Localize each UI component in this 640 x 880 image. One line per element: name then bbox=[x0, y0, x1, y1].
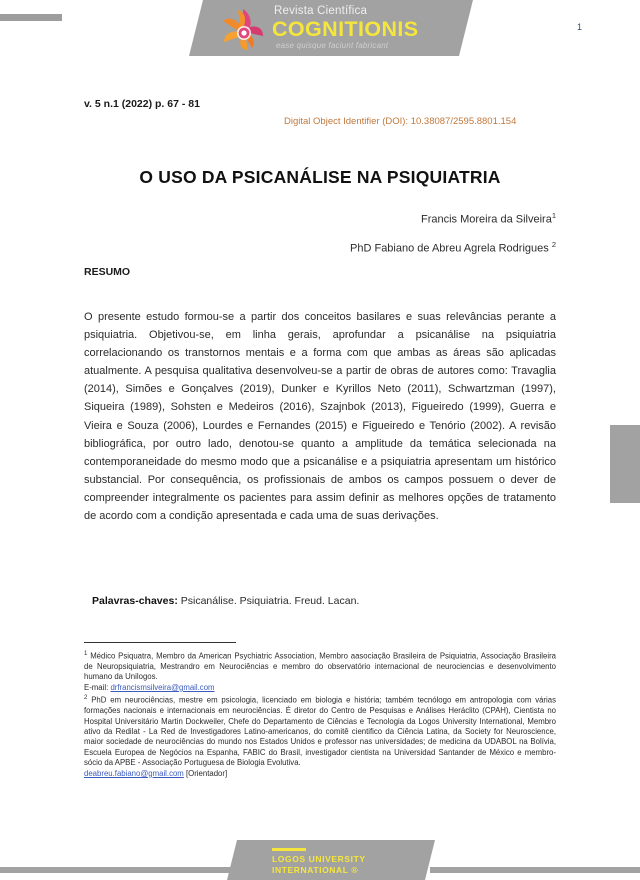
keywords-value: Psicanálise. Psiquiatria. Freud. Lacan. bbox=[180, 595, 360, 607]
footnote-1 bbox=[84, 649, 556, 693]
footnotes-block bbox=[84, 649, 556, 779]
footnote-1-email-link[interactable]: drfrancismsilveira@gmail.com bbox=[110, 682, 215, 692]
decorative-bar-bottom-left bbox=[0, 867, 232, 873]
footnote-2 bbox=[84, 693, 556, 779]
footnote-2-role: [Orientador] bbox=[183, 768, 228, 778]
footnote-2-text: PhD em neurociências, mestre em psicologia, licenciado em biologia e história; também tecnólogo em antropologia com várias formações nacionais e internacionais em neurociências. É diretor do Centro de Pesquisas e Análises Heráclito (CPAH), Cientista no Hospital Universitário Martin Dockweiler, Chefe do Departamento de Ciências e Tecnologia da Logos University International, Membro ativo da Redilat - La Red de Investigadores Latino-americanos, do comitê cientifico da Ciência Latina, da Society for Neuroscience, maior sociedade de neurociências do mundo nos Estados Unidos e professor nas universidades; de medicina da UDABOL na Bolívia, Escuela Europea de Negócios na Espanha, FABIC do Brasil, investigador cientista na Universidad Santander de México e membro-sócio da APBE - Associação Portuguesa de Biologia Evolutiva. bbox=[84, 695, 556, 768]
abstract-text: O presente estudo formou-se a partir dos conceitos basilares e suas relevâncias perante a psiquiatria. Objetivou-se, em linha gerais, aprofundar a psicanálise na psiquiatria correlacionando os transtornos mentais e a forma com que ambas as áreas são aplicadas atualmente. A pesquisa qualitativa desenvolveu-se a partir de obras de autores como: Travaglia (2014), Simões e Gonçalves (2019), Dunker e Kyrillos Neto (2011), Schwartzman (1997), Siqueira (1989), Sohsten e Medeiros (2016), Szajnbok (2013), Figueiredo (1999), Guerra e Vieira e Souza (2006), Lourdes e Fernandes (2015) e Figueiredo e Tenório (2002). A revisão bibliográfica, por outro lado, denotou-se quanto a amplitude da temática selecionada na contemporaneidade do mesmo modo que a psicanálise e a psiquiatria apresentam um histórico substancial. Por consequência, os profissionais de ambos os campos possuem o dever de compreender integralmente os pacientes para assim definir as melhores opções de tratamento de acordo com a condição apresentada e cada uma de suas derivações. bbox=[84, 311, 556, 523]
journal-subtitle: Revista Científica bbox=[274, 5, 368, 17]
author-primary-footnote-marker: 1 bbox=[551, 211, 556, 220]
keywords-label: Palavras-chaves: bbox=[92, 595, 178, 607]
page-number: 1 bbox=[576, 22, 582, 32]
author-secondary bbox=[350, 240, 556, 255]
footnote-1-marker: 1 bbox=[84, 651, 88, 657]
volume-issue-line: v. 5 n.1 (2022) p. 67 - 81 bbox=[84, 98, 200, 110]
footnote-2-marker: 2 bbox=[84, 695, 88, 702]
author-primary bbox=[421, 211, 556, 226]
decorative-bar-top-left bbox=[0, 14, 62, 21]
author-secondary-name: PhD Fabiano de Abreu Agrela Rodrigues bbox=[350, 242, 549, 255]
doi-line: Digital Object Identifier (DOI): 10.38087/2595.8801.154 bbox=[284, 116, 517, 127]
footnote-2-email-link[interactable]: deabreu.fabiano@gmail.com bbox=[84, 768, 184, 778]
footnote-1-text: Médico Psiquatra, Membro da American Psychiatric Association, Membro aasociação Brasileira de Psiquiatria, Associação Brasileira de Neuropsiquiatria, Mestrandro em Neurociências e membro do observatório internacional de neurociencias e desenvolvimento humano da Unilogos. bbox=[84, 651, 557, 682]
footnote-1-email-label: E-mail: bbox=[84, 682, 111, 692]
keywords-line bbox=[92, 595, 556, 607]
abstract-heading: RESUMO bbox=[84, 266, 131, 278]
decorative-bar-bottom-right bbox=[430, 867, 640, 873]
flower-logo-icon bbox=[220, 6, 266, 52]
author-secondary-footnote-marker: 2 bbox=[551, 240, 556, 249]
footer-university-line-2: INTERNATIONAL ® bbox=[272, 865, 359, 875]
journal-masthead bbox=[189, 0, 473, 56]
author-primary-name: Francis Moreira da Silveira bbox=[421, 213, 552, 226]
footer-accent-dash bbox=[272, 848, 306, 851]
decorative-block-right bbox=[610, 425, 640, 503]
footnote-divider bbox=[84, 642, 236, 643]
footer-university-badge bbox=[227, 840, 435, 880]
journal-name: COGNITIONIS bbox=[272, 17, 419, 41]
page-title: O USO DA PSICANÁLISE NA PSIQUIATRIA bbox=[139, 166, 501, 187]
footer-university-line-1: LOGOS UNIVERSITY bbox=[272, 854, 366, 864]
journal-tagline: ease quisque faciunt fabricant bbox=[276, 41, 389, 50]
